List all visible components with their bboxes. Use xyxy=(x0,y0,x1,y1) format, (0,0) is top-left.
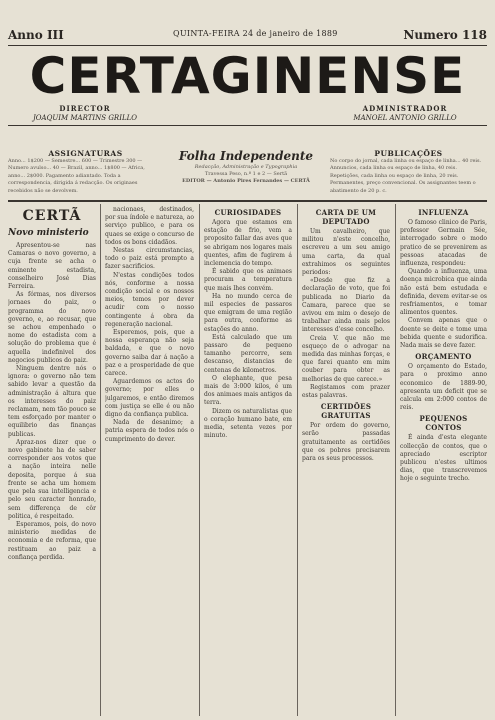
assignaturas-heading: ASSIGNATURAS xyxy=(48,149,123,158)
section-heading-contos: PEQUENOS CONTOS xyxy=(419,414,468,433)
article-paragraph: «Desde que fiz a declaração de voto, que foi publicada no Diario da Camara, parece que se avivou em mim o desejo de trabalhar ainda mais pelos interesses d'esse concelho. xyxy=(302,277,390,334)
masthead-rule xyxy=(8,125,487,126)
column-separator xyxy=(199,204,200,716)
director-label: DIRECTOR xyxy=(59,104,111,113)
column-3 xyxy=(204,206,292,716)
article-paragraph: Aguardemos os actos do governo; por elles o julgaremos, e então diremos com justiça se elle é ou não digno da confiança publica. xyxy=(105,378,194,419)
column-1 xyxy=(8,206,96,716)
article-paragraph: Por ordem do governo, serão passadas gratuitamente as certidões que os pobres precisarem para os seus processos. xyxy=(302,422,390,463)
assignaturas-text: Anno... 1$200 — Semestre... 600 — Trimestre 300 — Numero avulso... 40 — Brazil, anno... 1$800 — Africa, anno... 2$000. Pagamento adiantado. Toda a correspondencia, dirigida á redacção. Os originaes recebidos não se devolvem. xyxy=(8,157,145,194)
top-rule xyxy=(8,45,487,46)
article-paragraph: As fórmas, nos diversos jornaes do paiz, o programma do novo governo, e, ao recusar, que se achou empenhado o nome do estadista com a solução do problema que é aquella indefinivel dos negocios publicos do paiz. xyxy=(8,291,96,364)
article-paragraph: Apresentou-se nas Camaras o novo governo, a cuja frente se acha o eminente estadista, conselheiro José Dias Ferreira. xyxy=(8,242,96,291)
section-heading-curiosidades: CURIOSIDADES xyxy=(214,208,282,217)
publicacoes-text: No corpo do jornal, cada linha ou espaço de linha... 40 reis. Annuncios, cada linha ou espaço de linha, 40 reis. Repetições, cada linha ou espaço de linha, 20 reis. Permanentes, preço convencional. Os assignantes teem o abatimento de 20 p. c. xyxy=(330,157,482,194)
article-paragraph: Esperemos, pois, que a nossa esperança não seja baldada, e que o novo governo saiba dar á nação a paz e a prosperidade de que carece. xyxy=(105,329,194,378)
column-4 xyxy=(302,206,390,716)
article-paragraph: Esperamos, pois, do novo ministerio medidas de economia e de reforma, que restituam ao paiz a confiança perdida. xyxy=(8,520,96,561)
article-title: Novo ministerio xyxy=(8,228,89,238)
masthead-title: CERTAGINENSE xyxy=(29,47,466,105)
folha-line3: EDITOR — Antonio Pires Fernandes — CERTÃ xyxy=(182,178,310,184)
folha-title: Folha Independente xyxy=(178,149,314,163)
article-paragraph: Nada de desanimo; a patria espera de todos nós o cumprimento do dever. xyxy=(105,419,194,443)
article-paragraph: Apraz-nos dizer que o novo gabinete ha de saber corresponder aos votos que a nação inteira nelle deposita, porque á sua frente se acha um homem que pela sua intelligencia e pelo seu caracter honrado, sem differença de côr politica, é respeitado. xyxy=(8,438,96,520)
columns-rule xyxy=(8,200,487,202)
admin-block xyxy=(325,104,485,123)
admin-label: ADMINISTRADOR xyxy=(362,104,448,113)
article-paragraph: Está calculado que um passaro de pequeno tamanho percorre, sem descanso, distancias de centenas de kilometros. xyxy=(204,333,292,374)
article-paragraph: É ainda d'esta elegante collecção de contos, que o apreciado escriptor publicou n'estes ultimos dias, que transcrevemos hoje o seguinte trecho. xyxy=(400,434,487,483)
publicacoes-heading: PUBLICAÇÕES xyxy=(374,149,443,158)
publicacoes-block xyxy=(330,150,487,195)
issue-year: Anno III xyxy=(8,28,64,42)
director-name: JOAQUIM MARTINS GRILLO xyxy=(32,114,137,122)
section-heading-influenza: INFLUENZA xyxy=(418,208,469,217)
article-paragraph: Creia V. que não me esqueço de o advogar na medida das minhas forças, e que farei quanto em mim couber para obter as melhorias de que carece.» xyxy=(302,334,390,383)
section-heading-certa: CERTÃ xyxy=(22,208,82,224)
article-paragraph: N'estas condições todos nós, conforme a nossa condição social e os nossos meios, temos por dever acudir com o nosso contingente á obra da regeneração nacional. xyxy=(105,271,194,328)
column-separator xyxy=(395,204,396,716)
article-paragraph: O orçamento do Estado, para o proximo anno economico de 1889-90, apresenta um deficit que se calcula em 2:000 contos de reis. xyxy=(400,363,487,412)
section-heading-carta: CARTA DE UM DEPUTADO xyxy=(315,208,377,226)
article-paragraph: Um cavalheiro, que militou n'este concelho, escreveu a um seu amigo uma carta, da qual extrahimos os seguintes periodos: xyxy=(302,228,390,277)
folha-block xyxy=(170,149,322,193)
article-paragraph: O elephante, que pesa mais de 3:000 kilos, é um dos animaes mais antigos da terra. xyxy=(204,374,292,407)
article-paragraph: nacionaes, destinados, por sua índole e natureza, ao serviço publico, e para os quaes se exige o concurso de todos os bons cidadãos. xyxy=(105,206,194,246)
article-paragraph: Quando a influenza, uma doença microbica que ainda não está bem estudada e definida, devem evitar-se os resfriamentos, e tomar alimentos quentes. xyxy=(400,268,487,317)
issue-date: QUINTA-FEIRA 24 de janeiro de 1889 xyxy=(173,29,338,38)
article-paragraph: Ha no mundo cerca de mil especies de passaros que emigram de uma região para outra, conforme as estações do anno. xyxy=(204,292,292,333)
column-separator xyxy=(100,204,101,716)
section-heading-certidoes: CERTIDÕES GRATUITAS xyxy=(320,402,372,421)
article-paragraph: Registamos com prazer estas palavras. xyxy=(302,383,390,400)
article-paragraph: Nestas circumstancias, todo o paiz está prompto a fazer sacrificios. xyxy=(105,247,194,271)
column-5 xyxy=(400,206,487,716)
column-separator xyxy=(297,204,298,716)
director-block xyxy=(10,104,160,123)
issue-bar xyxy=(8,28,487,44)
article-paragraph: Convem apenas que o doente se deite e tome uma bebida quente e sudorifica. Nada mais se deve fazer. xyxy=(400,317,487,350)
article-paragraph: Dizem os naturalistas que o coração humano bate, em media, setenta vezes por minuto. xyxy=(204,407,292,440)
section-heading-orcamento: ORÇAMENTO xyxy=(415,352,472,362)
column-2 xyxy=(105,206,194,716)
article-paragraph: O famoso clinico de Paris, professor Germain Sée, interrogado sobre o modo pratico de se prevenirem as pessoas atacadas de influenza, respondeu: xyxy=(400,219,487,268)
folha-line1: Redacção, Administração e Typographia xyxy=(194,164,298,170)
article-paragraph: Agora que estamos em estação de frio, vem a proposito fallar das aves que se abrigam nos logares mais quentes, afim de fugirem á inclemencia do tempo. xyxy=(204,219,292,268)
article-paragraph: Ninguem dentre nós o ignora: o governo não tem sabido levar a questão da administração á altura que os interesses do paiz reclamam, nem tão pouco se tem esforçado por manter o equilibrio das finanças publicas. xyxy=(8,365,96,438)
article-paragraph: É sabido que os animaes procuram a temperatura que mais lhes convém. xyxy=(204,268,292,292)
issue-number: Numero 118 xyxy=(403,28,487,42)
assignaturas-block xyxy=(8,150,163,195)
folha-line2: Travessa Peso, n.º 1 e 2 — Sertã xyxy=(204,171,288,177)
admin-name: MANOEL ANTONIO GRILLO xyxy=(353,114,457,122)
